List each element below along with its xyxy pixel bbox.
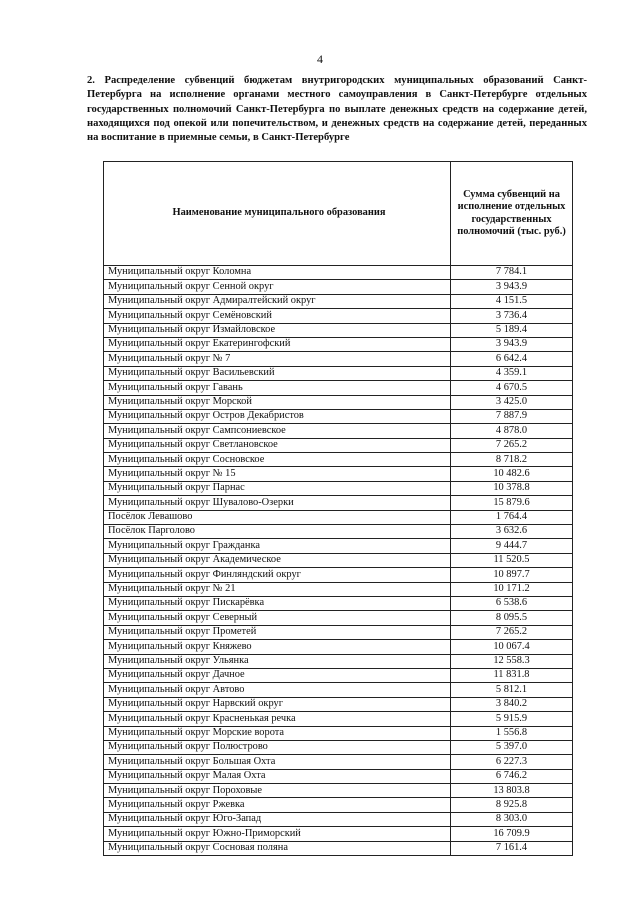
municipality-name-cell: Муниципальный округ Пороховые: [104, 784, 451, 798]
subvention-amount-cell: 3 425.0: [451, 395, 573, 409]
municipality-name-cell: Муниципальный округ № 21: [104, 582, 451, 596]
municipality-name-cell: Муниципальный округ Морские ворота: [104, 726, 451, 740]
table-row: [104, 712, 573, 726]
subvention-amount-cell: 5 812.1: [451, 683, 573, 697]
table-row: [104, 280, 573, 294]
table-row: [104, 596, 573, 610]
table-row: [104, 740, 573, 754]
table-row: [104, 582, 573, 596]
subvention-amount-cell: 7 265.2: [451, 625, 573, 639]
table-row: [104, 337, 573, 351]
municipality-name-cell: Муниципальный округ Светлановское: [104, 438, 451, 452]
municipality-name-cell: Муниципальный округ Гавань: [104, 381, 451, 395]
table-row: [104, 510, 573, 524]
municipality-name-cell: Муниципальный округ Измайловское: [104, 323, 451, 337]
municipality-name-cell: Муниципальный округ Морской: [104, 395, 451, 409]
municipality-name-cell: Муниципальный округ Юго-Запад: [104, 812, 451, 826]
subvention-amount-cell: 7 161.4: [451, 841, 573, 855]
municipality-name-cell: Муниципальный округ № 15: [104, 467, 451, 481]
municipality-name-cell: Муниципальный округ Северный: [104, 611, 451, 625]
table-row: [104, 266, 573, 280]
table-row: [104, 683, 573, 697]
table-row: [104, 640, 573, 654]
table-row: [104, 352, 573, 366]
table-row: [104, 438, 573, 452]
subvention-amount-cell: 6 538.6: [451, 596, 573, 610]
table-row: [104, 496, 573, 510]
table-row: [104, 625, 573, 639]
municipality-name-cell: Муниципальный округ Семёновский: [104, 309, 451, 323]
table-row: [104, 309, 573, 323]
subvention-amount-cell: 5 397.0: [451, 740, 573, 754]
table-row: [104, 294, 573, 308]
table-row: [104, 827, 573, 841]
table-row: [104, 654, 573, 668]
subvention-amount-cell: 10 067.4: [451, 640, 573, 654]
subvention-amount-cell: 4 151.5: [451, 294, 573, 308]
table-row: [104, 798, 573, 812]
subvention-amount-cell: 16 709.9: [451, 827, 573, 841]
municipality-name-cell: Муниципальный округ Ржевка: [104, 798, 451, 812]
subvention-amount-cell: 1 556.8: [451, 726, 573, 740]
municipality-name-cell: Муниципальный округ Автово: [104, 683, 451, 697]
municipality-name-cell: Муниципальный округ Южно-Приморский: [104, 827, 451, 841]
municipality-name-cell: Муниципальный округ Красненькая речка: [104, 712, 451, 726]
subvention-amount-cell: 10 171.2: [451, 582, 573, 596]
table-row: [104, 726, 573, 740]
municipality-name-cell: Муниципальный округ Сосновское: [104, 453, 451, 467]
subvention-amount-cell: 3 943.9: [451, 280, 573, 294]
municipality-name-cell: Муниципальный округ Полюстрово: [104, 740, 451, 754]
municipality-name-cell: Муниципальный округ Сампсониевское: [104, 424, 451, 438]
subvention-amount-cell: 13 803.8: [451, 784, 573, 798]
municipality-name-cell: Муниципальный округ Финляндский округ: [104, 568, 451, 582]
table-row: [104, 697, 573, 711]
subvention-amount-cell: 12 558.3: [451, 654, 573, 668]
subvention-amount-cell: 15 879.6: [451, 496, 573, 510]
municipality-name-cell: Муниципальный округ Академическое: [104, 553, 451, 567]
table-row: [104, 467, 573, 481]
subvention-amount-cell: 4 359.1: [451, 366, 573, 380]
subvention-amount-cell: 10 378.8: [451, 481, 573, 495]
table-row: [104, 553, 573, 567]
municipality-name-cell: Муниципальный округ Малая Охта: [104, 769, 451, 783]
municipality-name-cell: Муниципальный округ Васильевский: [104, 366, 451, 380]
municipality-name-cell: Посёлок Парголово: [104, 525, 451, 539]
column-header-sum: Сумма субвенций на исполнение отдельных государственных полномочий (тыс. руб.): [451, 162, 573, 266]
table-row: [104, 481, 573, 495]
subvention-amount-cell: 7 784.1: [451, 266, 573, 280]
subvention-amount-cell: 8 925.8: [451, 798, 573, 812]
table-row: [104, 323, 573, 337]
municipality-name-cell: Муниципальный округ № 7: [104, 352, 451, 366]
subvention-amount-cell: 5 915.9: [451, 712, 573, 726]
subvention-amount-cell: 8 095.5: [451, 611, 573, 625]
municipality-name-cell: Посёлок Левашово: [104, 510, 451, 524]
table-row: [104, 381, 573, 395]
subvention-amount-cell: 11 520.5: [451, 553, 573, 567]
subvention-amount-cell: 6 642.4: [451, 352, 573, 366]
table-row: [104, 525, 573, 539]
table-row: [104, 453, 573, 467]
municipality-name-cell: Муниципальный округ Адмиралтейский округ: [104, 294, 451, 308]
subvention-amount-cell: 6 227.3: [451, 755, 573, 769]
subvention-amount-cell: 4 878.0: [451, 424, 573, 438]
subvention-amount-cell: 1 764.4: [451, 510, 573, 524]
subvention-amount-cell: 3 632.6: [451, 525, 573, 539]
municipality-name-cell: Муниципальный округ Прометей: [104, 625, 451, 639]
municipality-name-cell: Муниципальный округ Сенной округ: [104, 280, 451, 294]
page-number: 4: [317, 52, 323, 66]
table-header-row: [104, 162, 573, 266]
municipality-name-cell: Муниципальный округ Остров Декабристов: [104, 409, 451, 423]
municipality-name-cell: Муниципальный округ Парнас: [104, 481, 451, 495]
municipality-name-cell: Муниципальный округ Коломна: [104, 266, 451, 280]
table-row: [104, 395, 573, 409]
table-body: [104, 266, 573, 856]
subvention-amount-cell: 7 265.2: [451, 438, 573, 452]
municipality-name-cell: Муниципальный округ Большая Охта: [104, 755, 451, 769]
table-row: [104, 611, 573, 625]
table-row: [104, 424, 573, 438]
subvention-amount-cell: 11 831.8: [451, 668, 573, 682]
table-row: [104, 366, 573, 380]
municipality-name-cell: Муниципальный округ Ульянка: [104, 654, 451, 668]
table-row: [104, 409, 573, 423]
table-row: [104, 568, 573, 582]
subvention-amount-cell: 5 189.4: [451, 323, 573, 337]
subvention-amount-cell: 3 736.4: [451, 309, 573, 323]
subvention-table: [103, 161, 573, 856]
subvention-amount-cell: 10 897.7: [451, 568, 573, 582]
municipality-name-cell: Муниципальный округ Нарвский округ: [104, 697, 451, 711]
municipality-name-cell: Муниципальный округ Пискарёвка: [104, 596, 451, 610]
section-heading: 2. Распределение субвенций бюджетам внутригородских муниципальных образований Санкт-Петербурга на исполнение органами местного самоуправления в Санкт-Петербурге отдельных государственных полномочий Санкт-Петербурга по выплате денежных средств на содержание детей, находящихся под опекой или попечительством, и денежных средств на содержание детей, переданных на воспитание в приемные семьи, в Санкт-Петербурге: [87, 75, 587, 144]
municipality-name-cell: Муниципальный округ Сосновая поляна: [104, 841, 451, 855]
table-row: [104, 812, 573, 826]
subvention-amount-cell: 8 303.0: [451, 812, 573, 826]
municipality-name-cell: Муниципальный округ Шувалово-Озерки: [104, 496, 451, 510]
subvention-amount-cell: 10 482.6: [451, 467, 573, 481]
subvention-amount-cell: 9 444.7: [451, 539, 573, 553]
municipality-name-cell: Муниципальный округ Екатерингофский: [104, 337, 451, 351]
subvention-amount-cell: 7 887.9: [451, 409, 573, 423]
column-header-name: Наименование муниципального образования: [104, 162, 451, 266]
table-row: [104, 841, 573, 855]
subvention-amount-cell: 3 943.9: [451, 337, 573, 351]
subvention-amount-cell: 3 840.2: [451, 697, 573, 711]
table-row: [104, 755, 573, 769]
table-row: [104, 668, 573, 682]
municipality-name-cell: Муниципальный округ Гражданка: [104, 539, 451, 553]
municipality-name-cell: Муниципальный округ Дачное: [104, 668, 451, 682]
table-row: [104, 784, 573, 798]
municipality-name-cell: Муниципальный округ Княжево: [104, 640, 451, 654]
subvention-amount-cell: 6 746.2: [451, 769, 573, 783]
table-row: [104, 769, 573, 783]
subvention-amount-cell: 4 670.5: [451, 381, 573, 395]
table-row: [104, 539, 573, 553]
subvention-amount-cell: 8 718.2: [451, 453, 573, 467]
